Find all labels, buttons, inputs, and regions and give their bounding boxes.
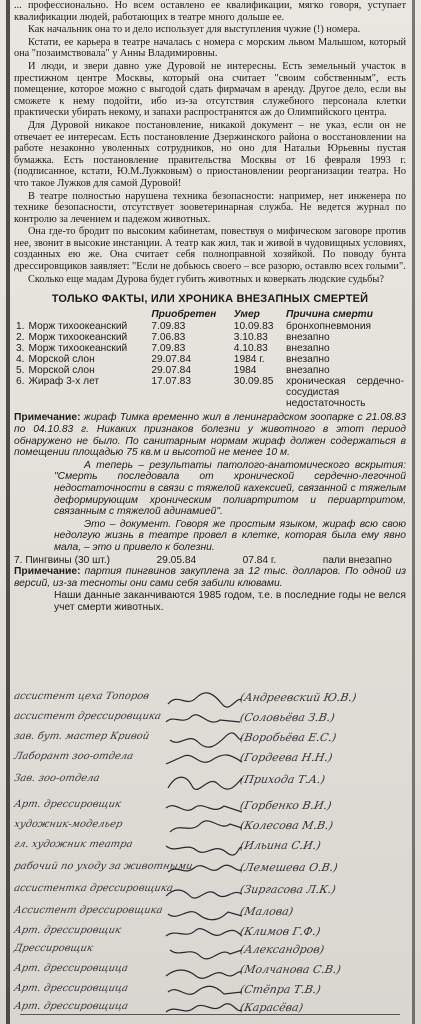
paragraph: ... профессионально. Но всем оставлено ее квалификации, мягко говоря, уступает квалификации людей, работающих в театре много дольше ее. xyxy=(14,0,406,23)
handwritten-signature xyxy=(164,838,244,858)
paragraph: Кстати, ее карьера в театре началась с номера с морским львом Малышом, который она "позаимствовала" у Анны Владимировны. xyxy=(14,36,406,60)
article-body xyxy=(14,0,406,615)
handwritten-signature xyxy=(164,818,244,838)
signature-row: ассистент цеха Топоров (Андреевский Ю.В.) xyxy=(14,690,404,712)
handwritten-signature xyxy=(164,1000,244,1020)
handwritten-signature xyxy=(164,882,244,902)
signature-row: Дрессировщик (Александров) xyxy=(14,942,404,964)
paragraph: Она где-то бродит по высоким кабинетам, повествуя о мифическом заговоре против нее, звонит в высокие инстанции. А театр как жил, так и живой в чудовищных условиях, созданных ею же. Она считает себя полноправной хозяйкой. По поводу бунта дрессировщиков заявляет: "Если не добьюсь своего – все разорю, оставлю всех голыми". xyxy=(14,226,406,273)
paragraph: Сколько еще мадам Дурова будет губить животных и коверкать людские судьбы? xyxy=(28,273,384,285)
header-died: Умер xyxy=(233,308,260,320)
table-row: 3. Морж тихоокеанский 7.09.83 4.10.83 внезапно xyxy=(16,343,330,355)
signature-row: Арт. дрессировщица (Молчанова С.В.) xyxy=(14,962,404,984)
signature-row: ассистентка дрессировщика (Зиргасова Л.К.) xyxy=(14,882,404,904)
left-edge-rule xyxy=(6,0,10,1024)
penguin-row: 7. Пингвины (30 шт.) 29.05.84 07.84 г. пали внезапно xyxy=(14,554,392,566)
signature-row: Арт. дрессировщица (Карасёва) xyxy=(14,1000,404,1022)
handwritten-signature xyxy=(164,798,244,818)
handwritten-signature xyxy=(164,730,244,750)
signature-row: гл. художник театра (Ильина С.И.) xyxy=(14,838,404,860)
paragraph: И люди, и звери давно уже Дуровой не интересны. Есть земельный участок в престижном центре Москвы, который она считает "своим собственным", есть помещение, которое можно с выгодой сдать фирмачам в аренду. Другое дело, если вы сможете к нему подойти, ибо из-за отсутствия служебного персонала клетки практически убирать некому, и запахи распространятся аж до Олимпийского центра. xyxy=(14,60,406,119)
handwritten-signature xyxy=(164,904,244,924)
signature-row: художник-модельер (Колесова М.В.) xyxy=(14,818,404,840)
table-row: 4. Морской слон 29.07.84 1984 г. внезапно xyxy=(16,354,330,366)
signature-row: Лаборант зоо-отдела (Гордеева Н.Н.) xyxy=(14,750,404,772)
autopsy-quote: А теперь – результаты патолого-анатомического вскрытия: "Смерть последовала от хронической сердечно-легочной недостаточности в связи с тяжелой кахексией, связанной с тяжелым деформирующим хроническим полиартритом и периартритом, связанным с тяжелой адинамией". xyxy=(54,459,406,518)
handwritten-signature xyxy=(164,710,244,730)
table-row: 5. Морской слон 29.07.84 1984 внезапно xyxy=(16,365,330,377)
handwritten-signature xyxy=(164,772,244,792)
bottom-rule xyxy=(20,1014,400,1015)
paragraph: В театре полностью нарушена техника безопасности: например, нет инженера по технике безопасности, отсутствует зооветеринарная служба. Не ведется журнал по контролю за лечением и падежом животных. xyxy=(14,190,406,225)
deaths-table xyxy=(14,309,406,410)
note-penguins: Примечание: партия пингвинов закуплена за 12 тыс. долларов. По одной из версий, из-за тесноты они сами себя забили клювами. xyxy=(14,566,407,589)
table-header-row xyxy=(14,309,406,322)
handwritten-signature xyxy=(164,962,244,982)
section-title: ТОЛЬКО ФАКТЫ, ИЛИ ХРОНИКА ВНЕЗАПНЫХ СМЕРТЕЙ xyxy=(51,293,369,306)
signature-row: Зав. зоо-отдела (Прихода Т.А.) xyxy=(14,772,404,794)
table-row: 1. Морж тихоокеанский 7.09.83 10.09.83 бронхопневмония xyxy=(16,321,372,333)
signature-row: Арт. дрессировщица (Стёпра Т.В.) xyxy=(14,982,404,1004)
right-edge-rule xyxy=(412,0,415,1024)
header-cause: Причина смерти xyxy=(286,308,373,320)
signature-row: Ассистент дрессировщика (Малова) xyxy=(14,904,404,926)
handwritten-signature xyxy=(164,750,244,770)
signature-row: зав. бут. мастер Кривой (Воробьёва Е.С.) xyxy=(14,730,404,752)
signature-row: ассистент дрессировщика (Соловьёва З.В.) xyxy=(14,710,404,732)
closing-paragraph: Наши данные заканчиваются 1985 годом, т.е. в последние годы не велся учет смерти животных. xyxy=(54,590,406,613)
table-row: 2. Морж тихоокеанский 7.06.83 3.10.83 внезапно xyxy=(16,332,330,344)
signature-list xyxy=(14,690,404,1020)
handwritten-signature xyxy=(164,924,244,944)
signature-row: рабочий по уходу за животными (Лемешева О.В.) xyxy=(14,860,404,882)
note-giraffe: Примечание: жираф Тимка временно жил в ленинградском зоопарке с 21.08.83 по 04.10.83 г. Никаких признаков болезни у животного в этот период обнаружено не было. По санитарным нормам жираф должен содержаться в помещении площадью 75 кв.м и высотой не менее 10 м. xyxy=(14,412,406,459)
paragraph: Как начальник она то и дело использует для выступления чужие (!) номера. xyxy=(28,24,361,36)
paragraph: Для Дуровой никакое постановление, никакой документ – не указ, если он не отвечает ее интересам. Есть постановление Дзержинского района о восстановлении на работе незаконно уволенных сотрудников, но оно для Натальи Юрьевны пустая бумажка. Есть постановление правительства Москвы от 16 февраля 1993 г. (подписанное, кстати, Ю.М.Лужковым) о приостановлении реорганизации театра. Но что такое Лужков для самой Дуровой! xyxy=(14,119,406,189)
handwritten-signature xyxy=(164,690,244,710)
signature-row: Арт. дрессировщик (Климов Г.Ф.) xyxy=(14,924,404,946)
table-row: 6. Жираф 3-х лет 17.07.83 30.09.85 хроническая сердечно-сосудистая недостаточность xyxy=(16,376,404,410)
handwritten-signature xyxy=(164,860,244,880)
handwritten-signature xyxy=(164,982,244,1002)
document-note: Это – документ. Говоря же простым языком, жираф всю свою недолгую жизнь в театре провел в клетке, которая была ему явно мала, – это и привело к болезни. xyxy=(54,518,406,553)
signature-row: Арт. дрессировщик (Горбенко В.И.) xyxy=(14,798,404,820)
handwritten-signature xyxy=(164,942,244,962)
header-acquired: Приобретен xyxy=(151,308,217,320)
